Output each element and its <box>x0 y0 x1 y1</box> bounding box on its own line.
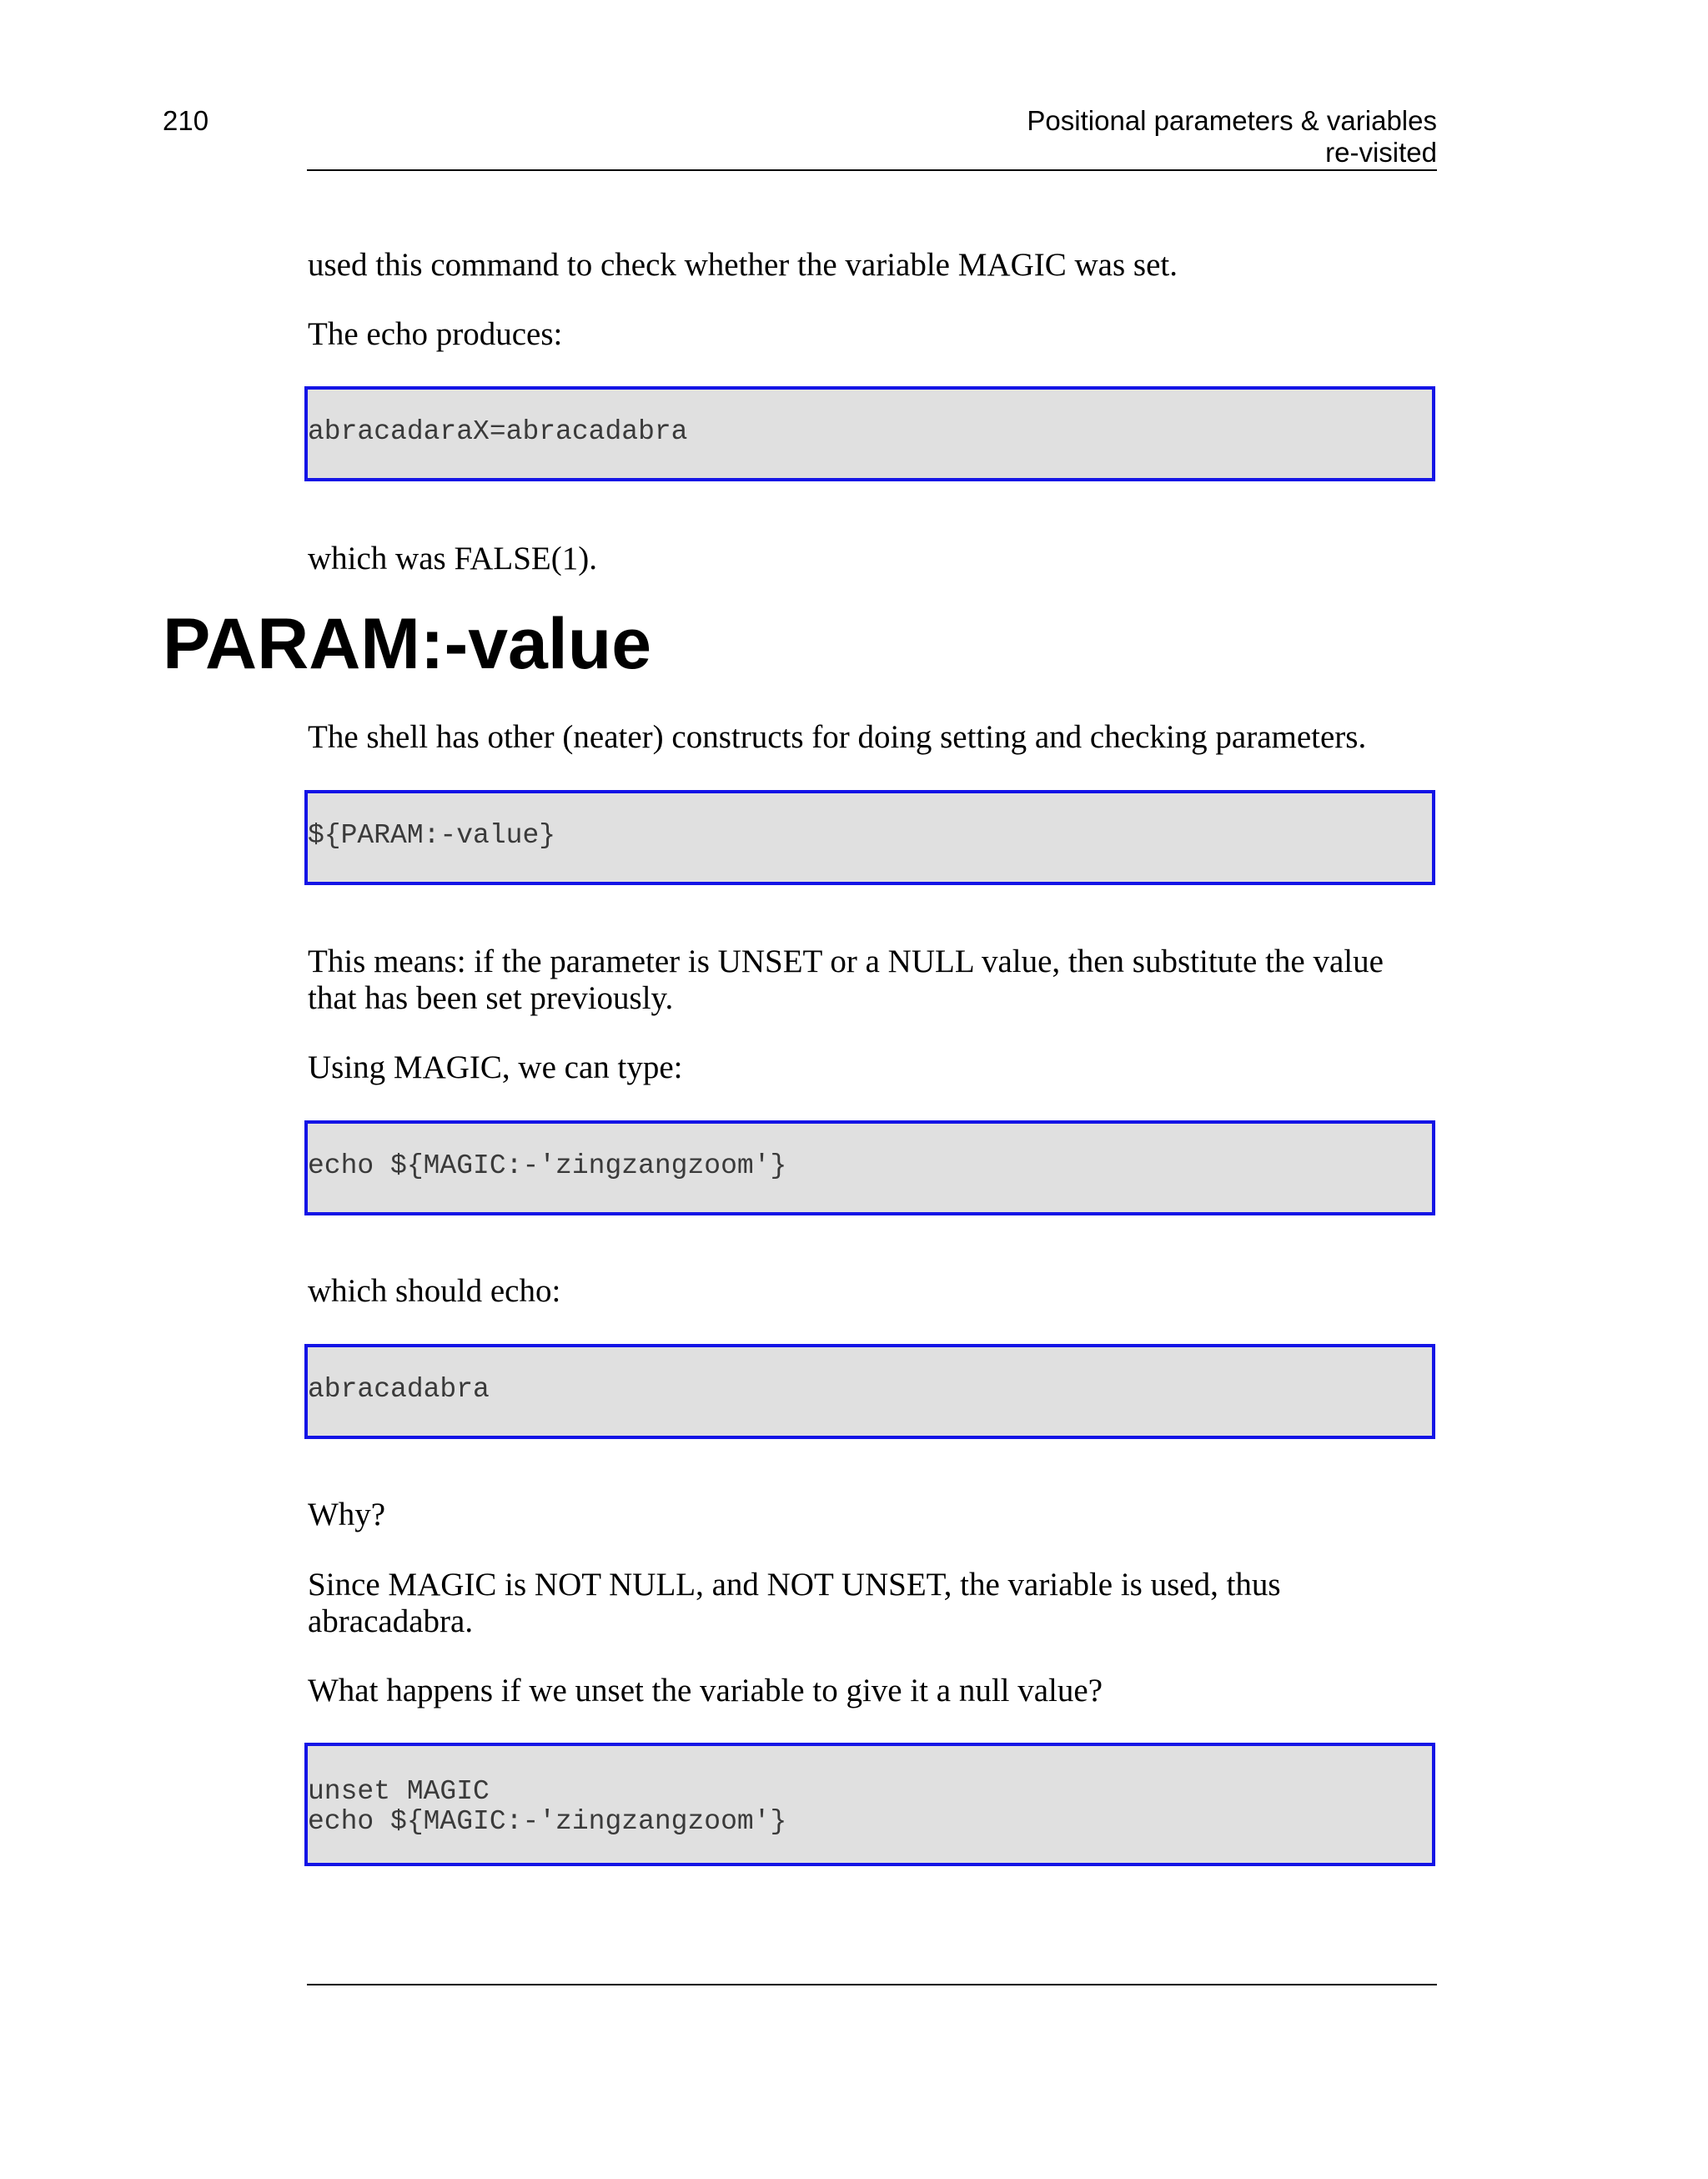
section-heading: PARAM:-value <box>163 604 652 684</box>
code-block-echo-magic <box>304 1120 1435 1215</box>
paragraph-unset-question: What happens if we unset the variable to give it a null value? <box>308 1673 1103 1708</box>
paragraph-why: Why? <box>308 1497 386 1532</box>
code-block-unset <box>304 1743 1435 1866</box>
page-number: 210 <box>163 105 209 136</box>
running-title-line-2: re-visited <box>1325 137 1437 168</box>
paragraph-using-magic: Using MAGIC, we can type: <box>308 1049 683 1085</box>
code-line: echo ${MAGIC:-'zingzangzoom'} <box>308 1806 787 1837</box>
paragraph-explanation: Since MAGIC is NOT NULL, and NOT UNSET, the variable is used, thus abracadabra. <box>308 1567 1281 1639</box>
code-line: abracadabra <box>308 1374 490 1405</box>
code-block-echo-output <box>304 386 1435 481</box>
code-block-param-syntax <box>304 790 1435 885</box>
code-line: echo ${MAGIC:-'zingzangzoom'} <box>308 1150 787 1181</box>
paragraph-echo-produces: The echo produces: <box>308 316 563 352</box>
code-line: ${PARAM:-value} <box>308 820 556 851</box>
code-line: abracadaraX=abracadabra <box>308 416 688 447</box>
paragraph-neater-constructs: The shell has other (neater) constructs for doing setting and checking parameters. <box>308 719 1367 755</box>
footer-rule <box>307 1984 1437 1985</box>
paragraph-false-result: which was FALSE(1). <box>308 541 597 576</box>
paragraph-meaning: This means: if the parameter is UNSET or a NULL value, then substitute the value that has been set previously. <box>308 944 1384 1016</box>
running-title-line-1: Positional parameters & variables <box>1027 105 1437 136</box>
running-title <box>853 105 1437 169</box>
paragraph-should-echo: which should echo: <box>308 1273 561 1309</box>
paragraph-magic-check: used this command to check whether the variable MAGIC was set. <box>308 247 1178 283</box>
code-line: unset MAGIC <box>308 1776 490 1807</box>
code-block-echo-result <box>304 1344 1435 1439</box>
header-rule <box>307 169 1437 171</box>
